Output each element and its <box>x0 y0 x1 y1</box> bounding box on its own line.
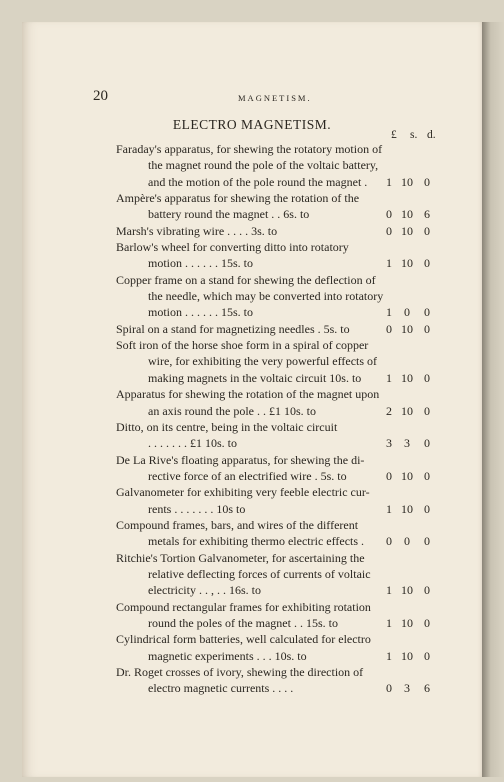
shillings-value: 3 <box>404 681 410 696</box>
pence-value: 0 <box>424 436 430 451</box>
entry-text: Copper frame on a stand for shewing the deflection of <box>116 272 376 287</box>
shillings-value: 10 <box>401 468 413 483</box>
entry-text: Apparatus for shewing the rotation of the magnet upon <box>116 387 380 402</box>
pence-value: 0 <box>424 534 430 549</box>
pence-value: 0 <box>424 321 430 336</box>
shillings-value: 10 <box>401 370 413 385</box>
shillings-value: 10 <box>401 321 413 336</box>
pence-value: 0 <box>424 648 430 663</box>
shillings-header: s. <box>410 129 418 141</box>
list-line <box>116 435 436 451</box>
list-line <box>116 353 436 369</box>
pounds-value: 1 <box>386 370 392 385</box>
list-line <box>116 599 436 615</box>
entry-text: round the poles of the magnet . . 15s. to <box>148 615 338 630</box>
list-line <box>116 190 436 206</box>
price <box>380 680 436 696</box>
list-line <box>116 582 436 598</box>
price <box>380 174 436 190</box>
price <box>380 304 436 320</box>
pence-value: 0 <box>424 468 430 483</box>
entry-text: metals for exhibiting thermo electric effects . <box>148 534 365 549</box>
pounds-value: 1 <box>386 305 392 320</box>
pounds-value: 1 <box>386 648 392 663</box>
running-head: MAGNETISM. <box>238 93 312 103</box>
shillings-value: 10 <box>401 615 413 630</box>
entry-text: electricity . . , . . 16s. to <box>148 583 261 598</box>
price <box>380 255 436 271</box>
list-line <box>116 272 436 288</box>
pence-header: d. <box>427 129 436 141</box>
price <box>380 403 436 419</box>
price <box>380 648 436 664</box>
entry-text: and the motion of the pole round the magnet . <box>148 174 368 189</box>
entry-text: battery round the magnet . . 6s. to <box>148 207 310 222</box>
entry-text: Faraday's apparatus, for shewing the rotatory motion of <box>116 142 383 156</box>
list-line <box>116 304 436 320</box>
entry-text: rents . . . . . . . 10s to <box>148 501 246 516</box>
entry-text: Cylindrical form batteries, well calculated for electro <box>116 632 371 647</box>
price <box>380 223 436 239</box>
list-line <box>116 648 436 664</box>
list-line <box>116 337 436 353</box>
pence-value: 0 <box>424 223 430 238</box>
pence-value: 0 <box>424 370 430 385</box>
entry-text: Marsh's vibrating wire . . . . 3s. to <box>116 223 278 238</box>
price <box>380 501 436 517</box>
price <box>380 582 436 598</box>
pounds-value: 1 <box>386 583 392 598</box>
page-number: 20 <box>93 88 108 104</box>
entry-text: Ampère's apparatus for shewing the rotation of the <box>116 191 360 206</box>
entry-text: . . . . . . . £1 10s. to <box>148 436 238 451</box>
pounds-value: 0 <box>386 223 392 238</box>
list-line <box>116 517 436 533</box>
shillings-value: 10 <box>401 223 413 238</box>
entry-text: De La Rive's floating apparatus, for shewing the di- <box>116 452 365 467</box>
entry-text: magnetic experiments . . . 10s. to <box>148 648 307 663</box>
shillings-value: 10 <box>401 403 413 418</box>
list-line <box>116 174 436 190</box>
entry-text: Galvanometer for exhibiting very feeble electric cur- <box>116 485 370 500</box>
pounds-value: 0 <box>386 321 392 336</box>
list-line <box>116 501 436 517</box>
entry-text: rective force of an electrified wire . 5s. to <box>148 468 347 483</box>
page-header <box>93 88 443 108</box>
list-line <box>116 468 436 484</box>
pounds-value: 1 <box>386 256 392 271</box>
pence-value: 0 <box>424 583 430 598</box>
entry-text: an axis round the pole . . £1 10s. to <box>148 403 316 418</box>
list-line <box>116 566 436 582</box>
pence-value: 6 <box>424 207 430 222</box>
price <box>380 206 436 222</box>
pounds-value: 0 <box>386 468 392 483</box>
entry-text: Ditto, on its centre, being in the voltaic circuit <box>116 419 338 434</box>
list-line <box>116 239 436 255</box>
pence-value: 6 <box>424 681 430 696</box>
price <box>380 370 436 386</box>
pounds-value: 0 <box>386 534 392 549</box>
entry-text: electro magnetic currents . . . . <box>148 681 294 696</box>
list-line <box>116 288 436 304</box>
shillings-value: 10 <box>401 648 413 663</box>
entry-text: Dr. Roget crosses of ivory, shewing the direction of <box>116 665 364 679</box>
pence-value: 0 <box>424 305 430 320</box>
shillings-value: 3 <box>404 436 410 451</box>
list-line <box>116 419 436 435</box>
list-line <box>116 386 436 402</box>
list-line <box>116 484 436 500</box>
pence-value: 0 <box>424 403 430 418</box>
pence-value: 0 <box>424 501 430 516</box>
list-line <box>116 321 436 337</box>
pence-value: 0 <box>424 256 430 271</box>
list-line <box>116 157 436 173</box>
shillings-value: 0 <box>404 534 410 549</box>
price <box>380 533 436 549</box>
entry-text: motion . . . . . . 15s. to <box>148 256 254 271</box>
shillings-value: 10 <box>401 583 413 598</box>
pounds-value: 3 <box>386 436 392 451</box>
entry-text: wire, for exhibiting the very powerful effects of <box>148 354 378 369</box>
pounds-value: 1 <box>386 174 392 189</box>
price <box>380 615 436 631</box>
list-line <box>116 141 436 157</box>
price-list <box>116 141 436 697</box>
pence-value: 0 <box>424 174 430 189</box>
pounds-value: 1 <box>386 615 392 630</box>
section-title: ELECTRO MAGNETISM. <box>172 117 332 132</box>
entry-text: relative deflecting forces of currents of voltaic <box>148 566 371 581</box>
pounds-value: 0 <box>386 681 392 696</box>
shillings-value: 10 <box>401 501 413 516</box>
entry-text: making magnets in the voltaic circuit 10s. to <box>148 370 362 385</box>
shillings-value: 0 <box>404 305 410 320</box>
entry-text: Barlow's wheel for converting ditto into rotatory <box>116 240 349 255</box>
entry-text: motion . . . . . . 15s. to <box>148 305 254 320</box>
pounds-value: 1 <box>386 501 392 516</box>
entry-text: the needle, which may be converted into rotatory <box>148 289 384 304</box>
list-line <box>116 403 436 419</box>
entry-text: Compound frames, bars, and wires of the different <box>116 517 359 532</box>
list-line <box>116 223 436 239</box>
list-line <box>116 615 436 631</box>
list-line <box>116 664 436 680</box>
list-line <box>116 255 436 271</box>
shillings-value: 10 <box>401 256 413 271</box>
shillings-value: 10 <box>401 207 413 222</box>
shillings-value: 10 <box>401 174 413 189</box>
pounds-value: 2 <box>386 403 392 418</box>
list-line <box>116 631 436 647</box>
list-line <box>116 550 436 566</box>
list-line <box>116 370 436 386</box>
pounds-header: £ <box>391 129 397 141</box>
list-line <box>116 452 436 468</box>
book-binding-edge <box>482 22 504 777</box>
entry-text: Compound rectangular frames for exhibiting rotation <box>116 599 371 614</box>
price <box>380 321 436 337</box>
entry-text: Spiral on a stand for magnetizing needles . 5s. to <box>116 321 350 336</box>
pounds-value: 0 <box>386 207 392 222</box>
entry-text: the magnet round the pole of the voltaic battery, <box>148 158 379 173</box>
list-line <box>116 533 436 549</box>
price <box>380 435 436 451</box>
list-line <box>116 680 436 696</box>
price <box>380 468 436 484</box>
list-line <box>116 206 436 222</box>
pence-value: 0 <box>424 615 430 630</box>
entry-text: Soft iron of the horse shoe form in a spiral of copper <box>116 338 369 353</box>
entry-text: Ritchie's Tortion Galvanometer, for ascertaining the <box>116 550 365 565</box>
